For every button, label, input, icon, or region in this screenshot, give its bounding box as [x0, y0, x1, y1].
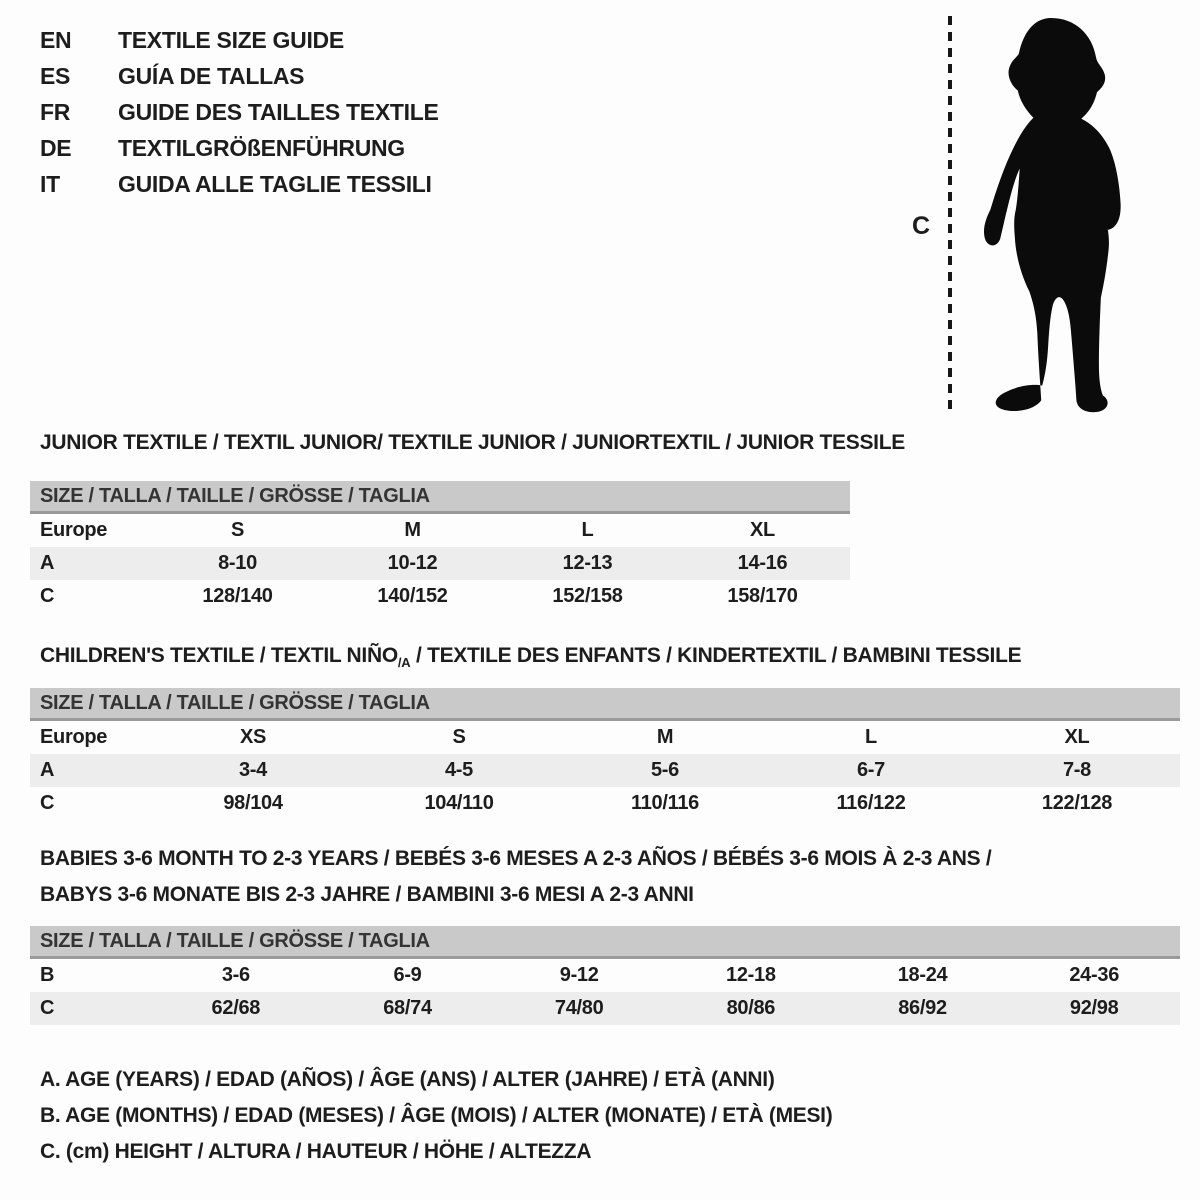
lang-title: TEXTILGRÖßENFÜHRUNG: [118, 134, 405, 161]
region-size-row: [30, 721, 1180, 754]
children-title-sub: /A: [397, 655, 411, 670]
junior-size-table: [30, 481, 850, 613]
size-cell: L: [581, 519, 594, 541]
value-cell: 24-36: [1069, 964, 1120, 986]
lang-row-it: [40, 166, 439, 202]
lang-code: EN: [40, 26, 72, 53]
value-cell: 104/110: [424, 792, 494, 814]
lang-title: GUIDA ALLE TAGLIE TESSILI: [118, 170, 432, 197]
lang-title: GUÍA DE TALLAS: [118, 62, 305, 89]
lang-title: TEXTILE SIZE GUIDE: [118, 26, 344, 53]
children-size-table: [30, 688, 1180, 820]
region-label: Europe: [40, 519, 108, 541]
value-cell: 12-13: [562, 552, 613, 574]
value-cell: 3-6: [221, 964, 250, 986]
children-title-post: / TEXTILE DES ENFANTS / KINDERTEXTIL / BAMBINI TESSILE: [410, 644, 1022, 667]
row-label: A: [40, 552, 55, 574]
lang-title: GUIDE DES TAILLES TEXTILE: [118, 98, 439, 125]
legend-line-b: B. AGE (MONTHS) / EDAD (MESES) / ÂGE (MOIS) / ALTER (MONATE) / ETÀ (MESI): [40, 1104, 833, 1127]
value-cell: 5-6: [650, 759, 679, 781]
value-cell: 6-9: [393, 964, 422, 986]
row-label: C: [40, 792, 55, 814]
value-cell: 74/80: [554, 997, 604, 1019]
size-header-bar: SIZE / TALLA / TAILLE / GRÖSSE / TAGLIA: [30, 481, 850, 514]
value-cell: 152/158: [552, 585, 623, 607]
height-dashed-line: [948, 16, 952, 416]
lang-row-en: [40, 22, 439, 58]
height-cm-row: [30, 787, 1180, 820]
junior-section-title: JUNIOR TEXTILE / TEXTIL JUNIOR/ TEXTILE JUNIOR / JUNIORTEXTIL / JUNIOR TESSILE: [40, 431, 905, 454]
row-label: C: [40, 997, 55, 1019]
legend-line-a: A. AGE (YEARS) / EDAD (AÑOS) / ÂGE (ANS) / ALTER (JAHRE) / ETÀ (ANNI): [40, 1068, 775, 1091]
toddler-silhouette-icon: [963, 13, 1139, 419]
value-cell: 62/68: [211, 997, 261, 1019]
value-cell: 158/170: [727, 585, 798, 607]
size-cell: S: [230, 519, 245, 541]
children-title-pre: CHILDREN'S TEXTILE / TEXTIL NIÑO: [40, 644, 398, 667]
row-label: C: [40, 585, 55, 607]
value-cell: 110/116: [631, 792, 699, 814]
lang-row-es: [40, 58, 439, 94]
size-cell: XS: [239, 726, 267, 748]
lang-row-de: [40, 130, 439, 166]
height-cm-row: [30, 580, 850, 613]
value-cell: 8-10: [218, 552, 257, 574]
lang-row-fr: [40, 94, 439, 130]
children-section-title: [40, 643, 1021, 676]
age-months-row: [30, 959, 1180, 992]
lang-code: DE: [40, 134, 72, 161]
region-label: Europe: [40, 726, 108, 748]
value-cell: 10-12: [387, 552, 438, 574]
age-years-row: [30, 754, 1180, 787]
value-cell: 80/86: [726, 997, 776, 1019]
value-cell: 9-12: [559, 964, 599, 986]
value-cell: 128/140: [202, 585, 273, 607]
size-cell: L: [865, 726, 877, 748]
value-cell: 7-8: [1062, 759, 1091, 781]
value-cell: 98/104: [223, 792, 283, 814]
lang-code: FR: [40, 98, 71, 125]
value-cell: 68/74: [383, 997, 432, 1019]
babies-title-line1: BABIES 3-6 MONTH TO 2-3 YEARS / BEBÉS 3-6 MESES A 2-3 AÑOS / BÉBÉS 3-6 MOIS À 2-3 ANS /: [40, 847, 992, 870]
height-cm-row: [30, 992, 1180, 1025]
legend-line-c: C. (cm) HEIGHT / ALTURA / HAUTEUR / HÖHE / ALTEZZA: [40, 1140, 592, 1163]
value-cell: 122/128: [1041, 792, 1113, 814]
size-cell: S: [452, 726, 466, 748]
value-cell: 14-16: [737, 552, 788, 574]
size-cell: XL: [750, 519, 775, 541]
value-cell: 92/98: [1069, 997, 1119, 1019]
value-cell: 6-7: [856, 759, 885, 781]
value-cell: 4-5: [444, 759, 473, 781]
babies-section-title: [40, 841, 1160, 913]
region-size-row: [30, 514, 850, 547]
language-title-list: [40, 22, 439, 202]
lang-code: IT: [40, 170, 60, 197]
value-cell: 116/122: [836, 792, 906, 814]
value-cell: 86/92: [898, 997, 947, 1019]
size-header-bar: SIZE / TALLA / TAILLE / GRÖSSE / TAGLIA: [30, 926, 1180, 959]
size-cell: XL: [1064, 726, 1090, 748]
babies-size-table: [30, 926, 1180, 1025]
value-cell: 140/152: [377, 585, 448, 607]
value-cell: 12-18: [726, 964, 776, 986]
value-cell: 3-4: [238, 759, 267, 781]
size-cell: M: [404, 519, 421, 541]
measurement-legend: [40, 1062, 832, 1170]
value-cell: 18-24: [897, 964, 948, 986]
babies-title-line2: BABYS 3-6 MONATE BIS 2-3 JAHRE / BAMBINI 3-6 MESI A 2-3 ANNI: [40, 883, 694, 906]
size-cell: M: [656, 726, 674, 748]
lang-code: ES: [40, 62, 71, 89]
age-years-row: [30, 547, 850, 580]
size-header-bar: SIZE / TALLA / TAILLE / GRÖSSE / TAGLIA: [30, 688, 1180, 721]
height-measure-label: C: [912, 212, 930, 240]
row-label: B: [40, 964, 55, 986]
row-label: A: [40, 759, 55, 781]
